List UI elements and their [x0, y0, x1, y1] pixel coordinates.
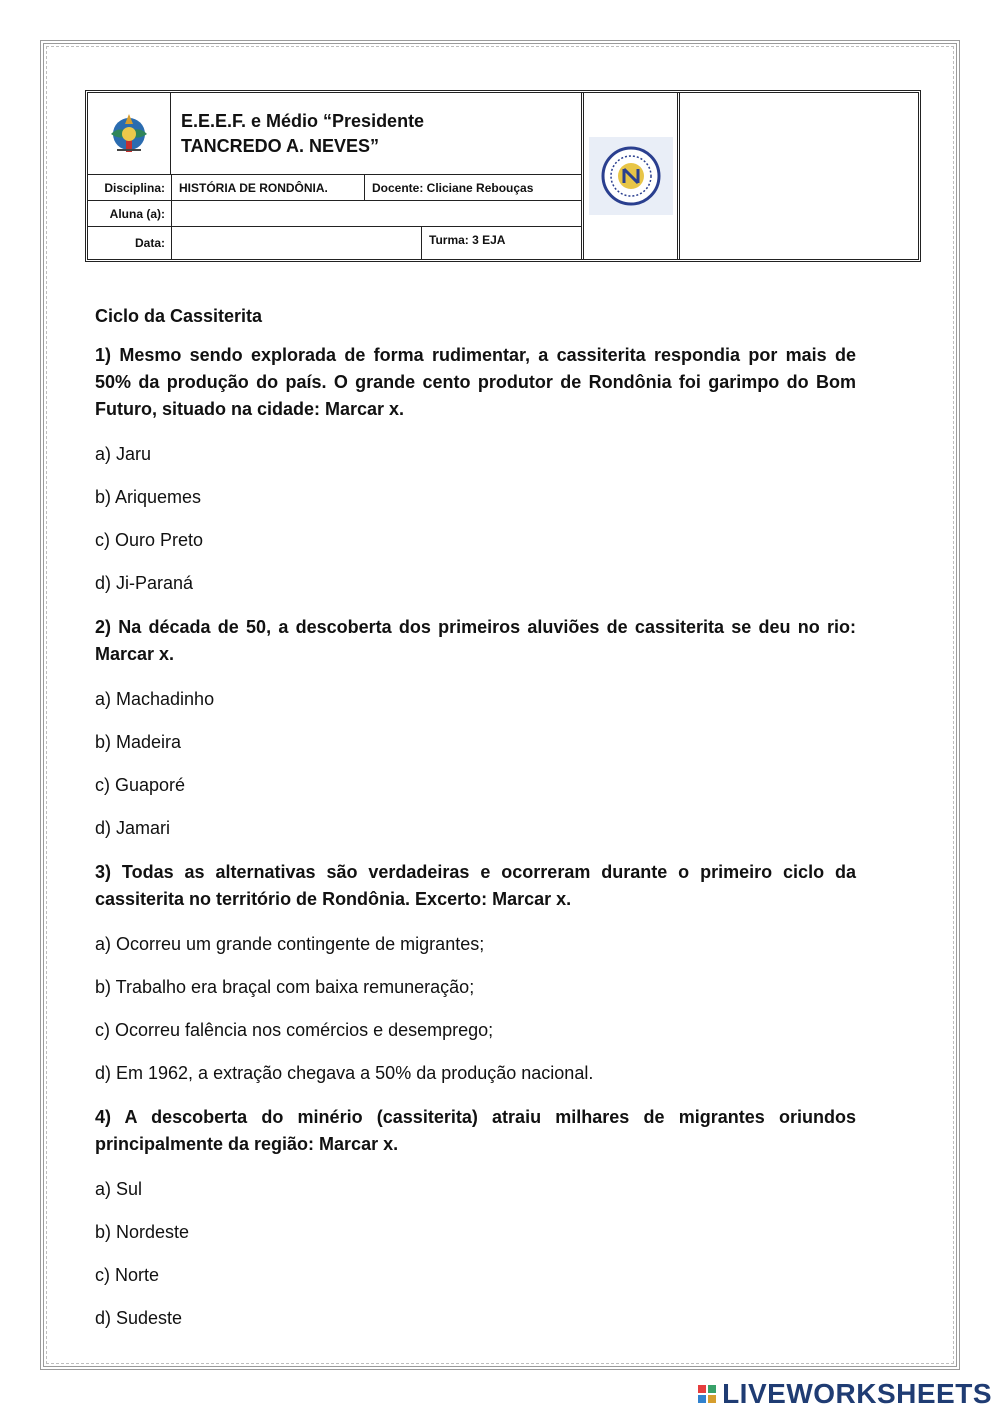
q1-option-d[interactable]: d) Ji-Paraná — [95, 573, 194, 593]
q2-option-b[interactable]: b) Madeira — [95, 732, 182, 752]
q4-option-c[interactable]: c) Norte — [95, 1265, 160, 1285]
brand-name: LIVEWORKSHEETS — [722, 1378, 992, 1409]
worksheet-content — [95, 300, 856, 1329]
question-1: 1) Mesmo sendo explorada de forma rudimentar, a cassiterita respondia por mais de 50% da produção do país. O grande cento produtor de Rondônia foi garimpo do Bom Futuro, situado na cidade: Marcar x. — [95, 345, 856, 419]
q1-option-b[interactable]: b) Ariquemes — [95, 487, 202, 507]
header-table — [85, 90, 921, 262]
turma-field: Turma: 3 EJA — [429, 233, 506, 247]
school-logo-cell — [581, 93, 677, 259]
q4-option-a[interactable]: a) Sul — [95, 1179, 143, 1199]
school-name — [171, 93, 581, 175]
aluna-input-area[interactable] — [171, 201, 581, 227]
disciplina-value: HISTÓRIA DE RONDÔNIA. — [171, 175, 364, 201]
liveworksheets-logo-icon — [698, 1385, 716, 1403]
state-emblem-icon — [88, 93, 171, 175]
aluna-label: Aluna (a): — [88, 201, 171, 227]
blank-header-cell — [677, 93, 918, 259]
disciplina-label: Disciplina: — [88, 175, 171, 201]
worksheet-title: Ciclo da Cassiterita — [95, 306, 263, 326]
question-2: 2) Na década de 50, a descoberta dos primeiros aluviões de cassiterita se deu no rio: Marcar x. — [95, 617, 856, 664]
question-3: 3) Todas as alternativas são verdadeiras e ocorreram durante o primeiro ciclo da cassiterita no território de Rondônia. Excerto: Marcar x. — [95, 862, 856, 909]
data-label: Data: — [134, 236, 165, 250]
q2-option-a[interactable]: a) Machadinho — [95, 689, 215, 709]
q3-option-a[interactable]: a) Ocorreu um grande contingente de migrantes; — [95, 934, 485, 954]
school-name-line2: TANCREDO A. NEVES” — [181, 136, 380, 156]
q4-option-d[interactable]: d) Sudeste — [95, 1308, 183, 1328]
liveworksheets-brand[interactable] — [698, 1378, 992, 1410]
q3-option-b[interactable]: b) Trabalho era braçal com baixa remuneração; — [95, 977, 475, 997]
q1-option-c[interactable]: c) Ouro Preto — [95, 530, 204, 550]
q2-option-c[interactable]: c) Guaporé — [95, 775, 186, 795]
q4-option-b[interactable]: b) Nordeste — [95, 1222, 190, 1242]
school-seal-icon — [589, 137, 673, 215]
q3-option-d[interactable]: d) Em 1962, a extração chegava a 50% da produção nacional. — [95, 1063, 594, 1083]
q1-option-a[interactable]: a) Jaru — [95, 444, 152, 464]
q3-option-c[interactable]: c) Ocorreu falência nos comércios e desemprego; — [95, 1020, 494, 1040]
school-name-line1: E.E.E.F. e Médio “Presidente — [181, 111, 425, 131]
q2-option-d[interactable]: d) Jamari — [95, 818, 171, 838]
question-4: 4) A descoberta do minério (cassiterita) atraiu milhares de migrantes oriundos principalmente da região: Marcar x. — [95, 1107, 856, 1154]
docente-field: Docente: Cliciane Rebouças — [364, 175, 581, 201]
data-input-area[interactable] — [171, 227, 421, 259]
